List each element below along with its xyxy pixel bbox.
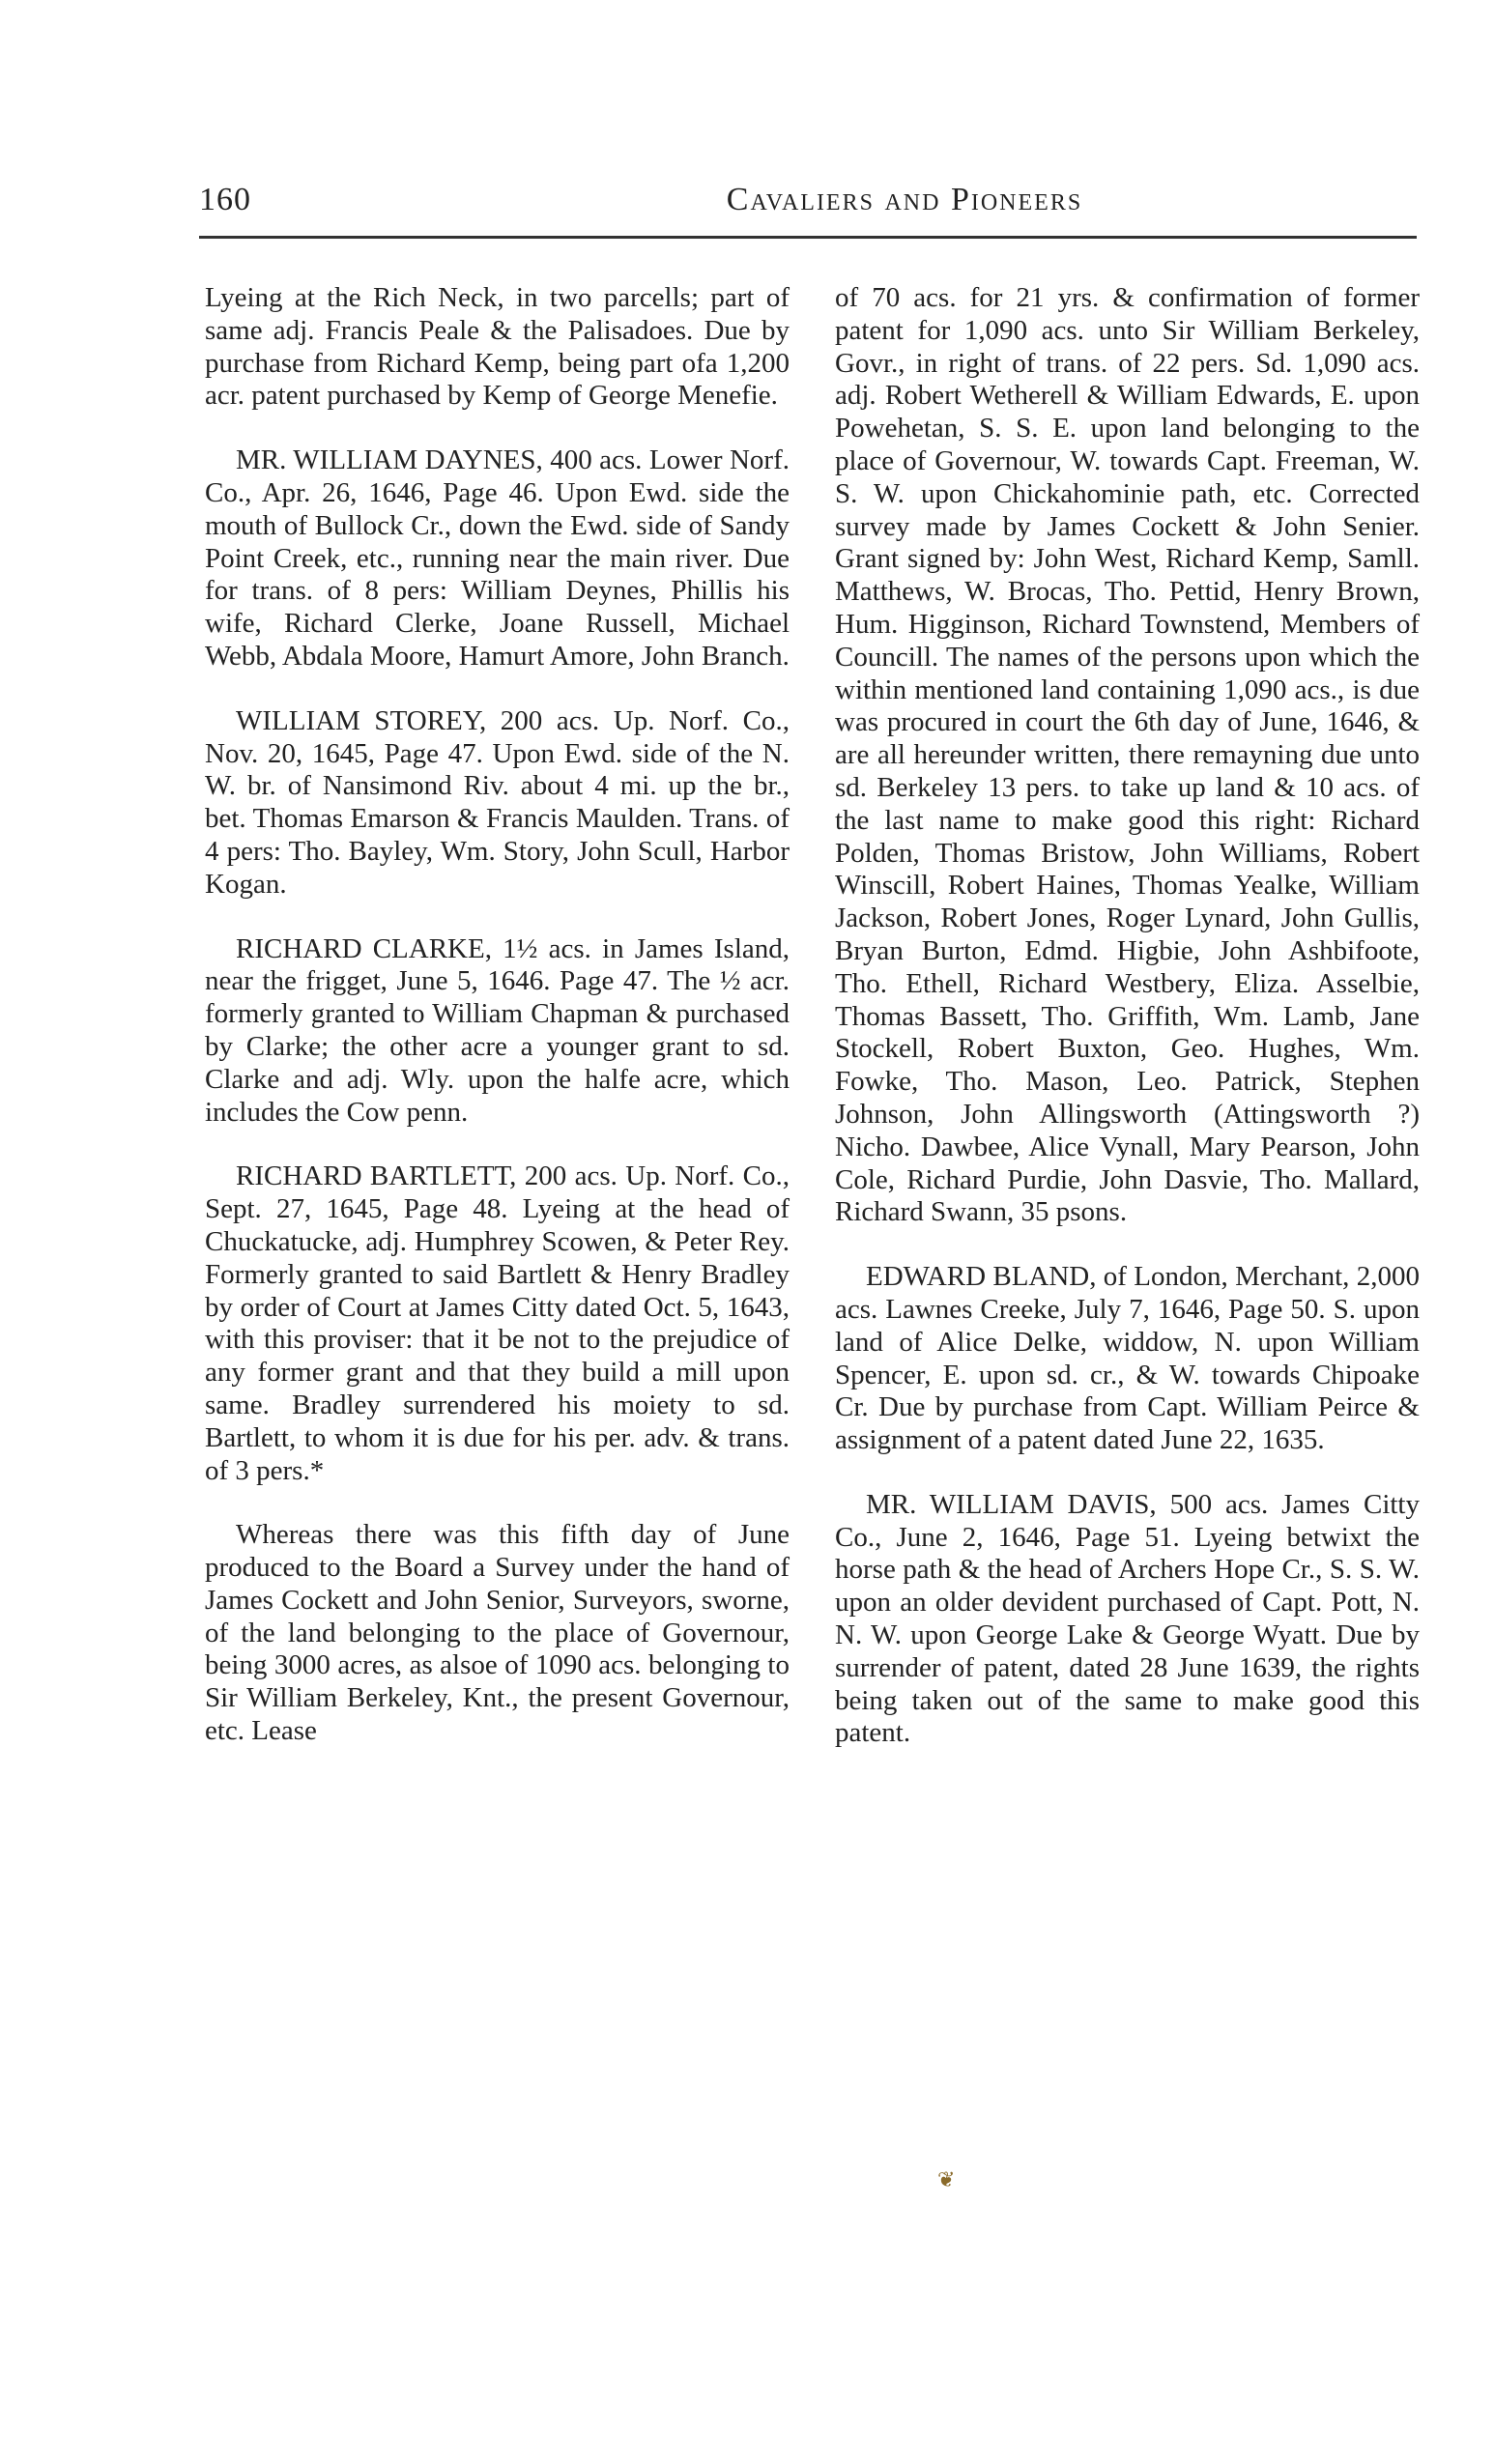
- entry-richard-bartlett: RICHARD BARTLETT, 200 acs. Up. Norf. Co., Sept. 27, 1645, Page 48. Lyeing at the head of Chuckatucke, adj. Humphrey Scowen, & Peter Rey. Formerly granted to said Bartlett & Henry Bradley by order of Court at James Citty dated Oct. 5, 1643, with this proviser: that it be not to the prejudice of any former grant and that they build a mill upon same. Bradley surrendered his moiety to sd. Bartlett, to whom it is due for his per. adv. & trans. of 3 pers.*: [205, 1160, 790, 1486]
- entry-whereas-survey: Whereas there was this fifth day of June produced to the Board a Survey under the hand of James Cockett and John Senior, Surveyors, sworne, of the land belonging to the place of Governour, being 3000 acres, as alsoe of 1090 acs. belonging to Sir William Berkeley, Knt., the present Governour, etc. Lease: [205, 1519, 790, 1747]
- paragraph-continued-lease: of 70 acs. for 21 yrs. & confirmation of former patent for 1,090 acs. unto Sir William Berkeley, Govr., in right of trans. of 22 pers. Sd. 1,090 acs. adj. Robert Wetherell & William Edwards, E. upon Powehetan, S. S. E. upon land belonging to the place of Governour, W. towards Capt. Freeman, W. S. W. upon Chickahominie path, etc. Corrected survey made by James Cockett & John Senier. Grant signed by: John West, Richard Kemp, Samll. Matthews, W. Brocas, Tho. Pettid, Henry Brown, Hum. Higginson, Richard Townstend, Members of Councill. The names of the persons upon which the within mentioned land containing 1,090 acs., is due was procured in court the 6th day of June, 1646, & are all hereunder written, there remayning due unto sd. Berkeley 13 pers. to take up land & 10 acs. of the last name to make good this right: Richard Polden, Thomas Bristow, John Williams, Robert Winscill, Robert Haines, Thomas Yealke, William Jackson, Robert Jones, Roger Lynard, John Gullis, Bryan Burton, Edmd. Higbie, John Ashbifoote, Tho. Ethell, Richard Westbery, Eliza. Asselbie, Thomas Bassett, Tho. Griffith, Wm. Lamb, Jane Stockell, Robert Buxton, Geo. Hughes, Wm. Fowke, Tho. Mason, Leo. Patrick, Stephen Johnson, John Allingsworth (Attingsworth ?) Nicho. Dawbee, Alice Vynall, Mary Pearson, John Cole, Richard Purdie, John Dasvie, Tho. Mallard, Richard Swann, 35 psons.: [835, 282, 1420, 1228]
- left-column: [205, 282, 790, 1780]
- header-rule: [199, 236, 1417, 239]
- right-column: [835, 282, 1420, 1782]
- ink-mark-icon: ❦: [937, 2167, 956, 2192]
- entry-william-davis: MR. WILLIAM DAVIS, 500 acs. James Citty Co., June 2, 1646, Page 51. Lyeing betwixt the horse path & the head of Archers Hope Cr., S. S. W. upon an older devident purchased of Capt. Pott, N. N. W. upon George Lake & George Wyatt. Due by surrender of patent, dated 28 June 1639, the rights being taken out of the same to make good this patent.: [835, 1488, 1420, 1749]
- page-number: 160: [199, 182, 251, 217]
- page-header: [199, 182, 1417, 228]
- entry-william-storey: WILLIAM STOREY, 200 acs. Up. Norf. Co., Nov. 20, 1645, Page 47. Upon Ewd. side of the N. W. br. of Nansimond Riv. about 4 mi. up the br., bet. Thomas Emarson & Francis Maulden. Trans. of 4 pers: Tho. Bayley, Wm. Story, John Scull, Harbor Kogan.: [205, 704, 790, 900]
- running-title: Cavaliers and Pioneers: [726, 182, 1083, 217]
- entry-edward-bland: EDWARD BLAND, of London, Merchant, 2,000 acs. Lawnes Creeke, July 7, 1646, Page 50. S. upon land of Alice Delke, widdow, N. upon William Spencer, E. upon sd. cr., & W. towards Chipoake Cr. Due by purchase from Capt. William Peirce & assignment of a patent dated June 22, 1635.: [835, 1261, 1420, 1456]
- entry-william-daynes: MR. WILLIAM DAYNES, 400 acs. Lower Norf. Co., Apr. 26, 1646, Page 46. Upon Ewd. side the mouth of Bullock Cr., down the Ewd. side of Sandy Point Creek, etc., running near the main river. Due for trans. of 8 pers: William Deynes, Phillis his wife, Richard Clerke, Joane Russell, Michael Webb, Abdala Moore, Hamurt Amore, John Branch.: [205, 444, 790, 672]
- entry-richard-clarke: RICHARD CLARKE, 1½ acs. in James Island, near the frigget, June 5, 1646. Page 47. The ½ acr. formerly granted to William Chapman & purchased by Clarke; the other acre a younger grant to sd. Clarke and adj. Wly. upon the halfe acre, which includes the Cow penn.: [205, 932, 790, 1128]
- paragraph-continued: Lyeing at the Rich Neck, in two parcells; part of same adj. Francis Peale & the Palisadoes. Due by purchase from Richard Kemp, being part ofa 1,200 acr. patent purchased by Kemp of George Menefie.: [205, 282, 790, 412]
